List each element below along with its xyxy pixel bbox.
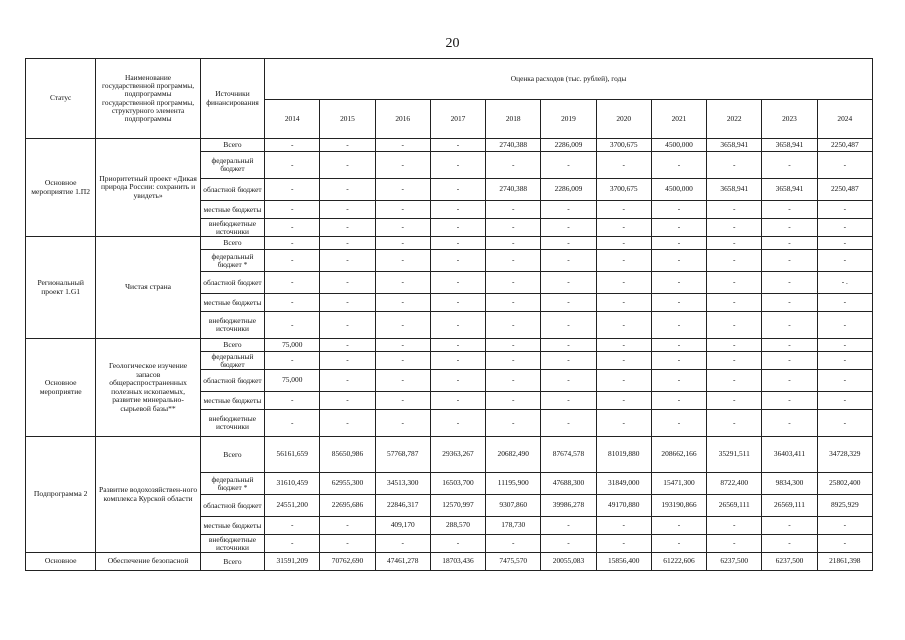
value-cell: - <box>430 370 485 392</box>
value-cell: 75,000 <box>265 370 320 392</box>
name-cell: Геологическое изучение запасов общераспространенных полезных ископаемых, развитие минерально-сырьевой базы** <box>96 339 200 437</box>
value-cell: 62955,300 <box>320 473 375 495</box>
value-cell: 8925,929 <box>817 495 872 517</box>
source-cell: Всего <box>200 237 264 250</box>
header-row <box>26 59 873 100</box>
value-cell: - <box>651 410 706 437</box>
value-cell: 193190,866 <box>651 495 706 517</box>
value-cell: - <box>651 237 706 250</box>
value-cell: - <box>430 294 485 312</box>
table-row <box>26 339 873 352</box>
source-cell: областной бюджет <box>200 495 264 517</box>
value-cell: - <box>265 517 320 535</box>
value-cell: - <box>596 152 651 179</box>
value-cell: 75,000 <box>265 339 320 352</box>
value-cell: 208662,166 <box>651 437 706 473</box>
value-cell: - <box>762 352 817 370</box>
value-cell: - <box>596 294 651 312</box>
value-cell: - <box>762 312 817 339</box>
year-header: 2021 <box>651 100 706 139</box>
value-cell: - <box>320 139 375 152</box>
value-cell: 24551,200 <box>265 495 320 517</box>
value-cell: 4500,000 <box>651 139 706 152</box>
value-cell: - <box>651 219 706 237</box>
value-cell: 12570,997 <box>430 495 485 517</box>
value-cell: - <box>817 410 872 437</box>
value-cell: - <box>762 237 817 250</box>
value-cell: - <box>430 352 485 370</box>
name-cell: Обеспечение безопасной <box>96 553 200 571</box>
value-cell: - <box>375 219 430 237</box>
value-cell: - <box>320 410 375 437</box>
value-cell: - <box>430 312 485 339</box>
value-cell: - <box>265 219 320 237</box>
value-cell: 2286,009 <box>541 179 596 201</box>
source-cell: областной бюджет <box>200 370 264 392</box>
header-status: Статус <box>26 59 96 139</box>
year-header: 2016 <box>375 100 430 139</box>
value-cell: 26569,111 <box>707 495 762 517</box>
value-cell: - <box>817 312 872 339</box>
value-cell: 87674,578 <box>541 437 596 473</box>
value-cell: - <box>762 294 817 312</box>
source-cell: внебюджетные источники <box>200 219 264 237</box>
value-cell: 39986,278 <box>541 495 596 517</box>
value-cell: - <box>320 201 375 219</box>
value-cell: 31591,209 <box>265 553 320 571</box>
value-cell: - <box>375 370 430 392</box>
value-cell: - <box>817 294 872 312</box>
value-cell: - <box>486 201 541 219</box>
value-cell: - <box>707 370 762 392</box>
value-cell: - <box>265 294 320 312</box>
value-cell: - <box>762 219 817 237</box>
value-cell: - <box>265 250 320 272</box>
table-row <box>26 237 873 250</box>
table-row <box>26 437 873 473</box>
value-cell: - <box>375 339 430 352</box>
year-header: 2020 <box>596 100 651 139</box>
year-header: 2022 <box>707 100 762 139</box>
value-cell: 85650,986 <box>320 437 375 473</box>
value-cell: - <box>320 312 375 339</box>
value-cell: - <box>651 339 706 352</box>
value-cell: - <box>762 370 817 392</box>
value-cell: - <box>430 250 485 272</box>
name-cell: Приоритетный проект «Дикая природа России: сохранить и увидеть» <box>96 139 200 237</box>
value-cell: - <box>817 352 872 370</box>
value-cell: 70762,690 <box>320 553 375 571</box>
value-cell: 47461,278 <box>375 553 430 571</box>
year-header: 2015 <box>320 100 375 139</box>
value-cell: - <box>651 392 706 410</box>
value-cell: - <box>596 219 651 237</box>
value-cell: - <box>651 250 706 272</box>
value-cell: - <box>541 312 596 339</box>
value-cell: - <box>265 535 320 553</box>
value-cell: - <box>541 237 596 250</box>
value-cell: 2740,388 <box>486 179 541 201</box>
value-cell: - <box>707 152 762 179</box>
value-cell: - <box>265 201 320 219</box>
value-cell: - <box>320 339 375 352</box>
source-cell: местные бюджеты <box>200 201 264 219</box>
value-cell: - <box>375 410 430 437</box>
value-cell: - <box>541 152 596 179</box>
value-cell: - <box>707 250 762 272</box>
header-estimate: Оценка расходов (тыс. рублей), годы <box>265 59 873 100</box>
value-cell: 2740,388 <box>486 139 541 152</box>
value-cell: - <box>486 410 541 437</box>
year-header: 2023 <box>762 100 817 139</box>
value-cell: - <box>265 152 320 179</box>
value-cell: - <box>707 237 762 250</box>
value-cell: - <box>651 272 706 294</box>
value-cell: 3658,941 <box>707 139 762 152</box>
value-cell: - <box>651 201 706 219</box>
value-cell: - <box>265 179 320 201</box>
value-cell: - <box>375 152 430 179</box>
value-cell: - <box>430 272 485 294</box>
value-cell: 18703,436 <box>430 553 485 571</box>
value-cell: - <box>707 219 762 237</box>
year-header: 2017 <box>430 100 485 139</box>
source-cell: Всего <box>200 139 264 152</box>
value-cell: - <box>265 410 320 437</box>
value-cell: - <box>707 535 762 553</box>
name-cell: Развитие водохозяйствен-ного комплекса Курской области <box>96 437 200 553</box>
value-cell: 2250,487 <box>817 139 872 152</box>
value-cell: - <box>651 294 706 312</box>
value-cell: 9307,860 <box>486 495 541 517</box>
value-cell: 4500,000 <box>651 179 706 201</box>
value-cell: - <box>320 392 375 410</box>
header-sources: Источники финансирования <box>200 59 264 139</box>
value-cell: - <box>541 392 596 410</box>
value-cell: 31849,000 <box>596 473 651 495</box>
value-cell: - <box>596 201 651 219</box>
value-cell: - <box>817 339 872 352</box>
source-cell: областной бюджет <box>200 272 264 294</box>
value-cell: - <box>596 517 651 535</box>
value-cell: - <box>320 272 375 294</box>
value-cell: 56161,659 <box>265 437 320 473</box>
value-cell: - <box>762 152 817 179</box>
value-cell: 47688,300 <box>541 473 596 495</box>
value-cell: - <box>486 237 541 250</box>
value-cell: - <box>430 237 485 250</box>
source-cell: федеральный бюджет * <box>200 250 264 272</box>
value-cell: - <box>320 517 375 535</box>
value-cell: 7475,570 <box>486 553 541 571</box>
value-cell: - <box>486 370 541 392</box>
source-cell: местные бюджеты <box>200 392 264 410</box>
value-cell: - <box>596 392 651 410</box>
value-cell: - <box>541 410 596 437</box>
value-cell: - <box>430 201 485 219</box>
value-cell: - <box>320 352 375 370</box>
source-cell: внебюджетные источники <box>200 410 264 437</box>
value-cell: - <box>320 152 375 179</box>
value-cell: - <box>817 535 872 553</box>
value-cell: 178,730 <box>486 517 541 535</box>
year-header: 2019 <box>541 100 596 139</box>
page-number: 20 <box>445 36 460 51</box>
value-cell: - <box>430 410 485 437</box>
value-cell: - <box>430 139 485 152</box>
value-cell: - <box>320 250 375 272</box>
value-cell: - <box>320 370 375 392</box>
value-cell: - <box>375 392 430 410</box>
value-cell: 81019,880 <box>596 437 651 473</box>
source-cell: федеральный бюджет <box>200 352 264 370</box>
value-cell: - <box>541 352 596 370</box>
value-cell: - <box>817 517 872 535</box>
value-cell: 29363,267 <box>430 437 485 473</box>
value-cell: - <box>430 339 485 352</box>
value-cell: 26569,111 <box>762 495 817 517</box>
value-cell: - <box>762 250 817 272</box>
value-cell: 61222,606 <box>651 553 706 571</box>
value-cell: - <box>707 339 762 352</box>
value-cell: 15856,400 <box>596 553 651 571</box>
value-cell: 3658,941 <box>762 179 817 201</box>
value-cell: 25802,400 <box>817 473 872 495</box>
value-cell: - <box>265 272 320 294</box>
value-cell: - <box>320 237 375 250</box>
value-cell: - <box>762 339 817 352</box>
source-cell: федеральный бюджет <box>200 152 264 179</box>
value-cell: - <box>817 370 872 392</box>
value-cell: 35291,511 <box>707 437 762 473</box>
value-cell: 6237,500 <box>707 553 762 571</box>
value-cell: - <box>486 312 541 339</box>
value-cell: 3658,941 <box>707 179 762 201</box>
value-cell: - <box>596 370 651 392</box>
status-cell: Основное <box>26 553 96 571</box>
value-cell: 3700,675 <box>596 139 651 152</box>
value-cell: 2286,009 <box>541 139 596 152</box>
source-cell: Всего <box>200 553 264 571</box>
status-cell: Подпрограмма 2 <box>26 437 96 553</box>
value-cell: - <box>265 139 320 152</box>
value-cell: - <box>430 535 485 553</box>
table-body <box>26 139 873 571</box>
value-cell: - <box>320 294 375 312</box>
value-cell: - <box>430 152 485 179</box>
value-cell: - <box>596 410 651 437</box>
value-cell: - <box>596 535 651 553</box>
value-cell: - <box>707 272 762 294</box>
value-cell: 34728,329 <box>817 437 872 473</box>
source-cell: внебюджетные источники <box>200 312 264 339</box>
value-cell: 2250,487 <box>817 179 872 201</box>
value-cell: 20682,490 <box>486 437 541 473</box>
value-cell: 31610,459 <box>265 473 320 495</box>
value-cell: 9834,300 <box>762 473 817 495</box>
value-cell: - <box>430 219 485 237</box>
value-cell: - <box>541 250 596 272</box>
value-cell: - <box>486 272 541 294</box>
value-cell: 20055,083 <box>541 553 596 571</box>
value-cell: - <box>430 392 485 410</box>
value-cell: - <box>486 152 541 179</box>
value-cell: - <box>596 272 651 294</box>
value-cell: - <box>375 250 430 272</box>
status-cell: Региональный проект 1.G1 <box>26 237 96 339</box>
value-cell: - <box>320 535 375 553</box>
value-cell: - <box>817 201 872 219</box>
value-cell: 11195,900 <box>486 473 541 495</box>
value-cell: - . <box>817 272 872 294</box>
value-cell: 22846,317 <box>375 495 430 517</box>
value-cell: - <box>541 201 596 219</box>
value-cell: - <box>265 352 320 370</box>
value-cell: - <box>265 237 320 250</box>
value-cell: 36403,411 <box>762 437 817 473</box>
value-cell: 21861,398 <box>817 553 872 571</box>
value-cell: - <box>541 294 596 312</box>
source-cell: областной бюджет <box>200 179 264 201</box>
year-header: 2024 <box>817 100 872 139</box>
value-cell: - <box>707 517 762 535</box>
value-cell: - <box>651 352 706 370</box>
value-cell: - <box>375 139 430 152</box>
value-cell: - <box>375 352 430 370</box>
value-cell: - <box>707 352 762 370</box>
value-cell: - <box>707 312 762 339</box>
value-cell: - <box>486 219 541 237</box>
value-cell: 15471,300 <box>651 473 706 495</box>
table-row <box>26 139 873 152</box>
value-cell: - <box>375 535 430 553</box>
value-cell: - <box>651 152 706 179</box>
value-cell: - <box>375 294 430 312</box>
value-cell: - <box>320 179 375 201</box>
header-name: Наименование государственной программы, подпрограммы государственной программы, структурного элемента подпрограммы <box>96 59 200 139</box>
value-cell: - <box>817 219 872 237</box>
value-cell: - <box>762 272 817 294</box>
year-header: 2018 <box>486 100 541 139</box>
value-cell: - <box>541 517 596 535</box>
value-cell: - <box>320 219 375 237</box>
value-cell: - <box>817 250 872 272</box>
table-row <box>26 553 873 571</box>
value-cell: 34513,300 <box>375 473 430 495</box>
value-cell: 409,170 <box>375 517 430 535</box>
status-cell: Основное мероприятие <box>26 339 96 437</box>
value-cell: - <box>486 294 541 312</box>
name-cell: Чистая страна <box>96 237 200 339</box>
value-cell: - <box>707 410 762 437</box>
value-cell: - <box>596 339 651 352</box>
value-cell: - <box>707 392 762 410</box>
value-cell: - <box>541 219 596 237</box>
source-cell: Всего <box>200 437 264 473</box>
value-cell: - <box>762 201 817 219</box>
source-cell: Всего <box>200 339 264 352</box>
value-cell: - <box>541 339 596 352</box>
value-cell: - <box>486 339 541 352</box>
value-cell: - <box>375 272 430 294</box>
value-cell: 57768,787 <box>375 437 430 473</box>
value-cell: - <box>486 392 541 410</box>
value-cell: - <box>596 237 651 250</box>
year-header: 2014 <box>265 100 320 139</box>
value-cell: - <box>375 312 430 339</box>
value-cell: 22695,686 <box>320 495 375 517</box>
value-cell: - <box>762 410 817 437</box>
value-cell: - <box>430 179 485 201</box>
value-cell: - <box>707 294 762 312</box>
value-cell: - <box>541 535 596 553</box>
value-cell: 6237,500 <box>762 553 817 571</box>
source-cell: местные бюджеты <box>200 294 264 312</box>
value-cell: - <box>651 370 706 392</box>
value-cell: - <box>596 250 651 272</box>
source-cell: местные бюджеты <box>200 517 264 535</box>
value-cell: - <box>265 392 320 410</box>
value-cell: - <box>651 312 706 339</box>
value-cell: 3658,941 <box>762 139 817 152</box>
value-cell: - <box>375 201 430 219</box>
value-cell: - <box>486 352 541 370</box>
value-cell: - <box>596 312 651 339</box>
value-cell: - <box>651 535 706 553</box>
value-cell: 3700,675 <box>596 179 651 201</box>
source-cell: внебюджетные источники <box>200 535 264 553</box>
value-cell: - <box>541 370 596 392</box>
value-cell: 8722,400 <box>707 473 762 495</box>
value-cell: - <box>486 535 541 553</box>
value-cell: - <box>817 152 872 179</box>
value-cell: - <box>265 312 320 339</box>
value-cell: - <box>762 535 817 553</box>
value-cell: - <box>596 352 651 370</box>
value-cell: - <box>707 201 762 219</box>
value-cell: - <box>651 517 706 535</box>
value-cell: - <box>486 250 541 272</box>
value-cell: - <box>375 179 430 201</box>
value-cell: - <box>375 237 430 250</box>
value-cell: - <box>817 237 872 250</box>
value-cell: - <box>762 517 817 535</box>
value-cell: 288,570 <box>430 517 485 535</box>
value-cell: 16503,700 <box>430 473 485 495</box>
source-cell: федеральный бюджет * <box>200 473 264 495</box>
value-cell: - <box>762 392 817 410</box>
status-cell: Основное мероприятие 1.П2 <box>26 139 96 237</box>
value-cell: - <box>817 392 872 410</box>
value-cell: - <box>541 272 596 294</box>
value-cell: 49170,880 <box>596 495 651 517</box>
budget-table <box>25 58 873 571</box>
